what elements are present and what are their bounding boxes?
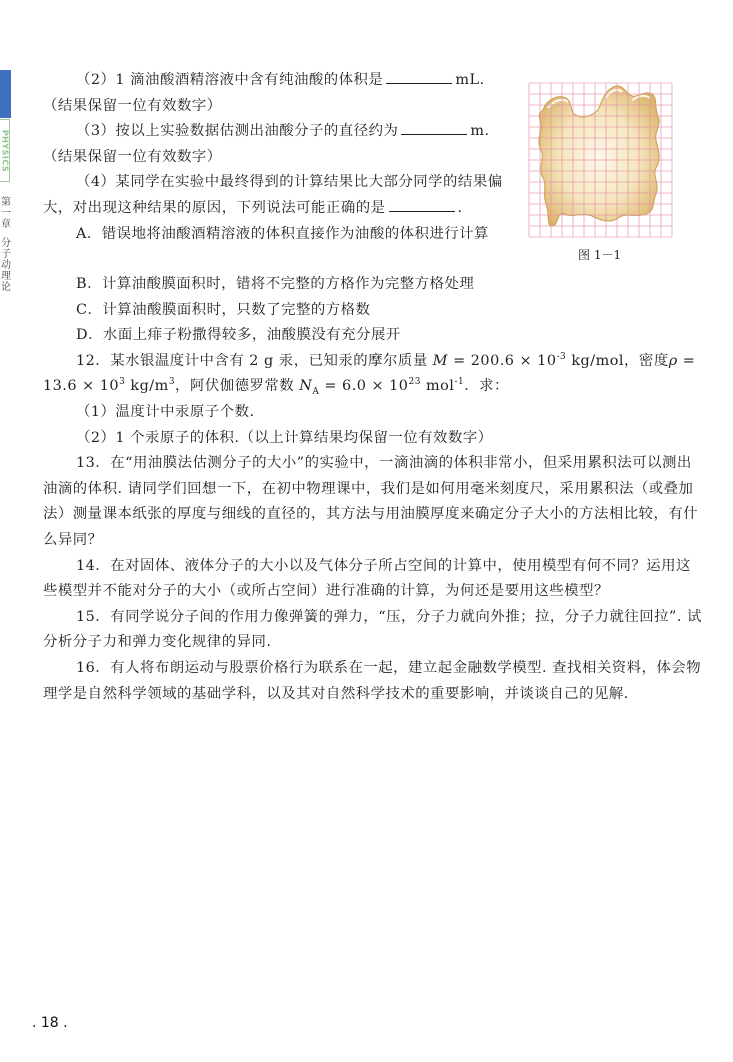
oil-film-grid-image xyxy=(526,80,676,240)
exponent: 3 xyxy=(168,377,176,388)
answer-blank[interactable] xyxy=(389,197,455,212)
chapter-side-tab xyxy=(0,70,11,183)
q3-text: （3）按以上实验数据估测出油酸分子的直径约为 xyxy=(76,123,399,140)
q12-text: 12．某水银温度计中含有 2 g 汞，已知汞的摩尔质量 xyxy=(76,352,433,369)
chapter-title: 分子动理论 xyxy=(1,238,11,293)
q12-text: = 200.6 × 10 xyxy=(448,352,557,369)
oil-film-shape xyxy=(539,86,659,226)
option-d: D．水面上痱子粉撒得较多，油酸膜没有充分展开 xyxy=(76,327,401,344)
question-12 xyxy=(43,349,703,400)
exponent: 3 xyxy=(119,377,126,388)
q12-text: kg/m xyxy=(125,378,169,395)
physics-brand-text: PHYSICS xyxy=(0,129,9,172)
exponent: 23 xyxy=(408,377,421,388)
option-b: B．计算油酸膜面积时，错将不完整的方格作为完整方格处理 xyxy=(76,276,475,292)
question-16: 16．有人将布朗运动与股票价格行为联系在一起，建立起金融数学模型. 查找相关资料，体会物理学是自然科学领域的基础学科，以及其对自然科学技术的重要影响，并谈谈自己的见解. xyxy=(43,659,702,702)
page-number: . 18 . xyxy=(32,1015,68,1031)
q12-text: mol xyxy=(420,378,455,395)
answer-blank[interactable] xyxy=(401,120,467,135)
question-15: 15．有同学说分子间的作用力像弹簧的弹力，“压，分子力就向外推；拉，分子力就往回拉”. 试分析分子力和弹力变化规律的异同. xyxy=(43,608,702,651)
symbol-N: N xyxy=(299,378,313,395)
q3-unit: m. xyxy=(470,123,490,140)
q2-text: （2）1 滴油酸酒精溶液中含有纯油酸的体积是 xyxy=(76,72,384,88)
q12-text: = 6.0 × 10 xyxy=(319,378,409,395)
q4-line xyxy=(43,170,513,221)
symbol-M: M xyxy=(432,352,449,369)
physics-brand-label xyxy=(0,119,10,182)
q12-sub-1: （1）温度计中汞原子个数. xyxy=(76,403,255,420)
q12-sub-2: （2）1 个汞原子的体积.（以上计算结果均保留一位有效数字） xyxy=(76,429,493,446)
symbol-rho: ρ xyxy=(668,352,678,369)
chapter-number: 第一章 xyxy=(1,197,11,230)
q12-text: kg/mol，密度 xyxy=(566,352,669,369)
question-14: 14．在对固体、液体分子的大小以及气体分子所占空间的计算中，使用模型有何不同？运用这些模型并不能对分子的大小（或所占空间）进行准确的计算，为何还是要用这些模型？ xyxy=(43,557,691,600)
question-13: 13．在“用油膜法估测分子的大小”的实验中，一滴油滴的体积非常小，但采用累积法可以测出油滴的体积. 请同学们回想一下，在初中物理课中，我们是如何用毫米刻度尺，采用累积法（或叠加法）测量课本纸张的厚度与细线的直径的，其方法与用油膜厚度来确定分子大小的方法相比较，有什么异同？ xyxy=(43,455,699,548)
q2-unit: mL. xyxy=(455,72,485,88)
figure-oil-film-grid xyxy=(526,80,676,240)
questions-lower xyxy=(43,272,703,707)
q12-text: = 13.6 × 10 xyxy=(43,352,696,395)
figure-caption: 图 1－1 xyxy=(578,248,622,262)
q3-note: （结果保留一位有效数字） xyxy=(43,148,222,165)
option-a: A．错误地将油酸酒精溶液的体积直接作为油酸的体积进行计算 xyxy=(76,225,489,242)
chapter-label xyxy=(1,197,11,293)
q2-line xyxy=(43,68,513,94)
q2-note: （结果保留一位有效数字） xyxy=(43,97,222,114)
answer-blank[interactable] xyxy=(386,69,452,84)
q4-end: . xyxy=(457,199,463,216)
side-tab-color-block xyxy=(0,70,11,118)
exponent: -3 xyxy=(556,351,567,362)
q12-text: ．求： xyxy=(464,378,509,395)
questions-upper xyxy=(43,68,513,247)
exponent: -1 xyxy=(454,377,465,388)
q12-text: ，阿伏伽德罗常数 xyxy=(175,378,300,395)
q4-text: （4）某同学在实验中最终得到的计算结果比大部分同学的结果偏大，对出现这种结果的原因，下列说法可能正确的是 xyxy=(43,174,503,216)
option-c: C．计算油酸膜面积时，只数了完整的方格数 xyxy=(76,301,371,318)
subscript: A xyxy=(312,387,320,398)
q3-line xyxy=(43,119,513,145)
